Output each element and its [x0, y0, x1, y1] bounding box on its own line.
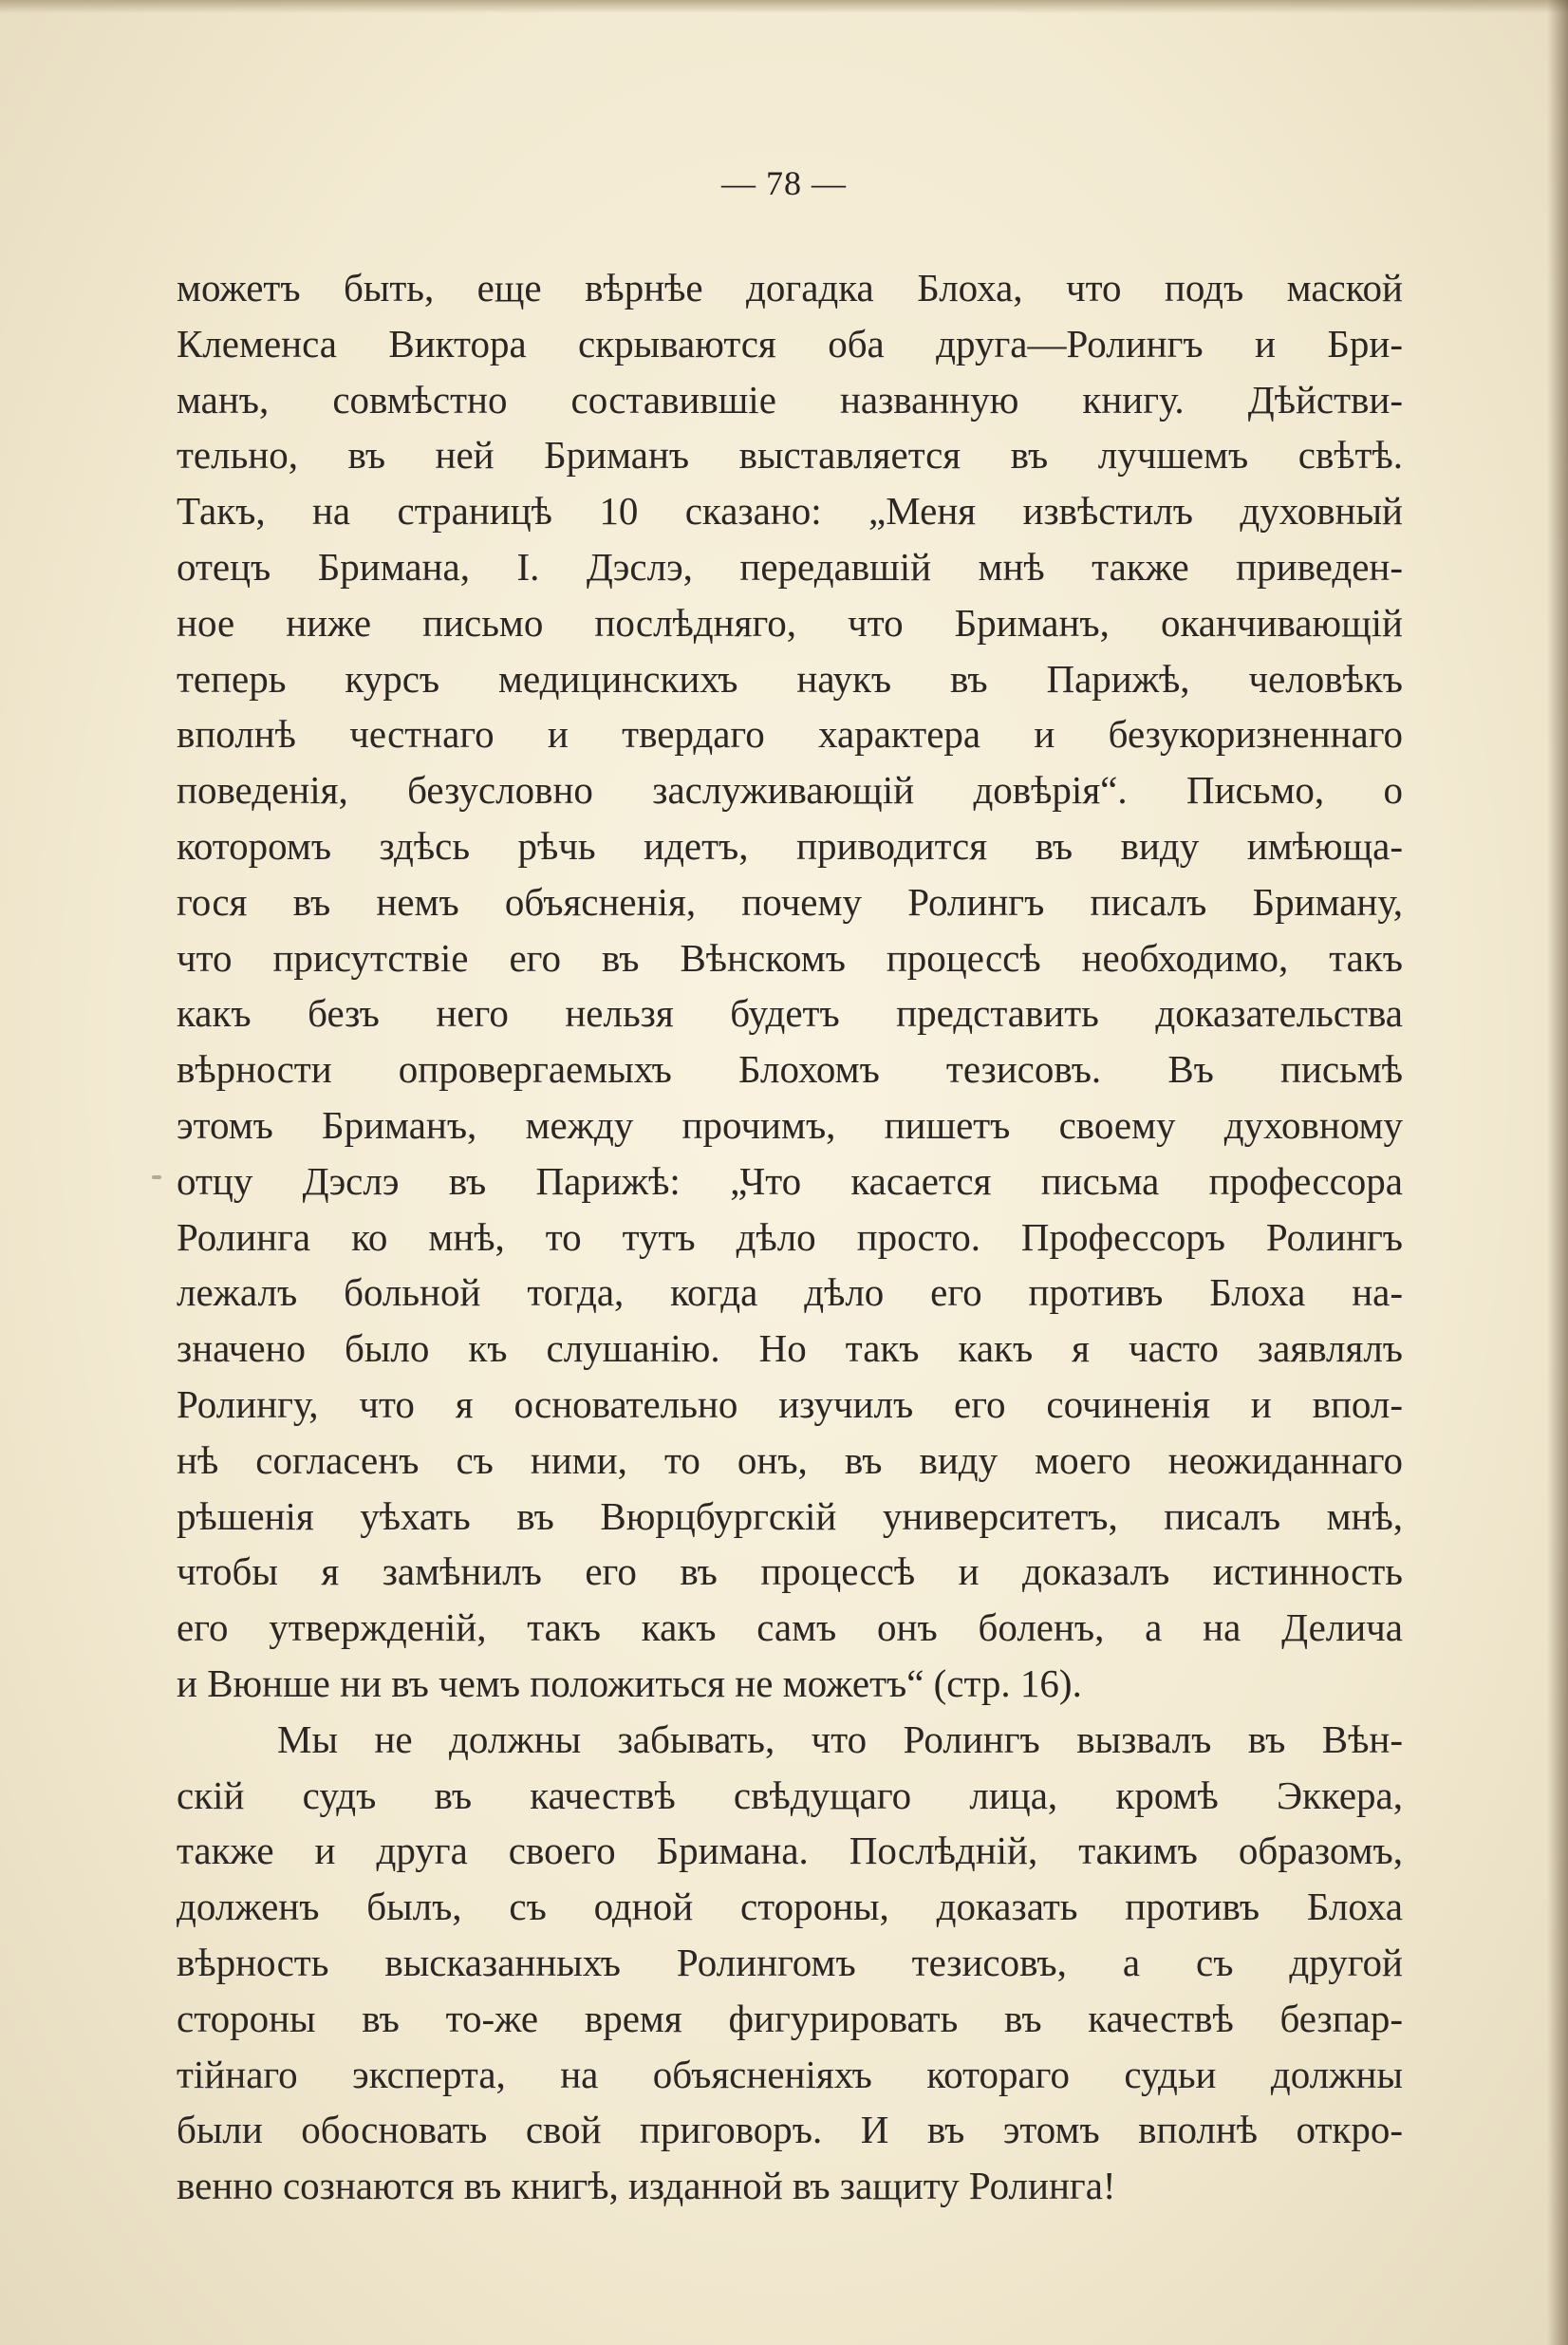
- text-line: стороны въ то-же время фигурировать въ качествѣ безпар-: [177, 1996, 1403, 2040]
- text-line: также и друга своего Бримана. Послѣдній, такимъ образомъ,: [177, 1829, 1403, 1873]
- body-text: [177, 260, 1403, 2214]
- text-line: гося въ немъ объясненія, почему Ролингъ писалъ Бриману,: [177, 879, 1403, 924]
- text-line: лежалъ больной тогда, когда дѣло его противъ Блоха на-: [177, 1270, 1403, 1315]
- text-line: поведенія, безусловно заслуживающій довѣрія“. Письмо, о: [177, 768, 1403, 813]
- text-line: и Вюнше ни въ чемъ положиться не можетъ“ (стр. 16).: [177, 1660, 1082, 1705]
- text-line: Такъ, на страницѣ 10 сказано: „Меня извѣстилъ духовный: [177, 489, 1403, 534]
- text-line: теперь курсъ медицинскихъ наукъ въ Парижѣ, человѣкъ: [177, 656, 1403, 701]
- margin-mark: [152, 1175, 161, 1179]
- text-line: нѣ согласенъ съ ними, то онъ, въ виду моего неожиданнаго: [177, 1437, 1403, 1482]
- text-line: долженъ былъ, съ одной стороны, доказать противъ Блоха: [177, 1885, 1403, 1929]
- text-line: вѣрности опровергаемыхъ Блохомъ тезисовъ. Въ письмѣ: [177, 1047, 1403, 1092]
- text-line: его утвержденій, такъ какъ самъ онъ боленъ, а на Делича: [177, 1605, 1403, 1650]
- paragraph: [177, 1712, 1403, 2214]
- text-line: были обосновать свой приговоръ. И въ этомъ вполнѣ откро-: [177, 2108, 1403, 2152]
- text-line: этомъ Бриманъ, между прочимъ, пишетъ своему духовному: [177, 1102, 1403, 1147]
- text-line: Ролингу, что я основательно изучилъ его сочиненія и впол-: [177, 1381, 1403, 1426]
- text-line: Клеменса Виктора скрываются оба друга—Ролингъ и Бри-: [177, 321, 1403, 366]
- text-line: что присутствіе его въ Вѣнскомъ процессѣ необходимо, такъ: [177, 935, 1403, 980]
- text-line: тельно, въ ней Бриманъ выставляется въ лучшемъ свѣтѣ.: [177, 433, 1403, 478]
- text-line: отцу Дэслэ въ Парижѣ: „Что касается письма профессора: [177, 1158, 1403, 1203]
- paragraph: [177, 260, 1403, 1712]
- page-right-edge: [1547, 0, 1568, 2345]
- text-line: отецъ Бримана, I. Дэслэ, передавшій мнѣ также приведен-: [177, 544, 1403, 589]
- text-line: ное ниже письмо послѣдняго, что Бриманъ, оканчивающій: [177, 600, 1403, 645]
- text-line: значено было къ слушанію. Но такъ какъ я часто заявлялъ: [177, 1326, 1403, 1371]
- page-number: — 78 —: [721, 164, 847, 202]
- text-line: скій судъ въ качествѣ свѣдущаго лица, кромѣ Эккера,: [177, 1773, 1403, 1817]
- text-line: чтобы я замѣнилъ его въ процессѣ и доказалъ истинность: [177, 1549, 1403, 1594]
- text-line: какъ безъ него нельзя будетъ представить доказательства: [177, 991, 1403, 1036]
- page-top-edge: [0, 0, 1568, 13]
- text-line: которомъ здѣсь рѣчь идетъ, приводится въ виду имѣюща-: [177, 823, 1403, 868]
- text-line: венно сознаются въ книгѣ, изданной въ защиту Ролинга!: [177, 2164, 1116, 2208]
- text-line: можетъ быть, еще вѣрнѣе догадка Блоха, что подъ маской: [177, 266, 1403, 310]
- text-line: Мы не должны забывать, что Ролингъ вызвалъ въ Вѣн-: [277, 1717, 1403, 1761]
- text-line: рѣшенія уѣхать въ Вюрцбургскій университетъ, писалъ мнѣ,: [177, 1493, 1403, 1538]
- text-line: вполнѣ честнаго и твердаго характера и безукоризненнаго: [177, 712, 1403, 757]
- text-line: Ролинга ко мнѣ, то тутъ дѣло просто. Профессоръ Ролингъ: [177, 1214, 1403, 1259]
- text-line: тійнаго эксперта, на объясненіяхъ котораго судьи должны: [177, 2052, 1403, 2096]
- text-line: манъ, совмѣстно составившіе названную книгу. Дѣйстви-: [177, 377, 1403, 422]
- text-line: вѣрность высказанныхъ Ролингомъ тезисовъ, а съ другой: [177, 1940, 1403, 1984]
